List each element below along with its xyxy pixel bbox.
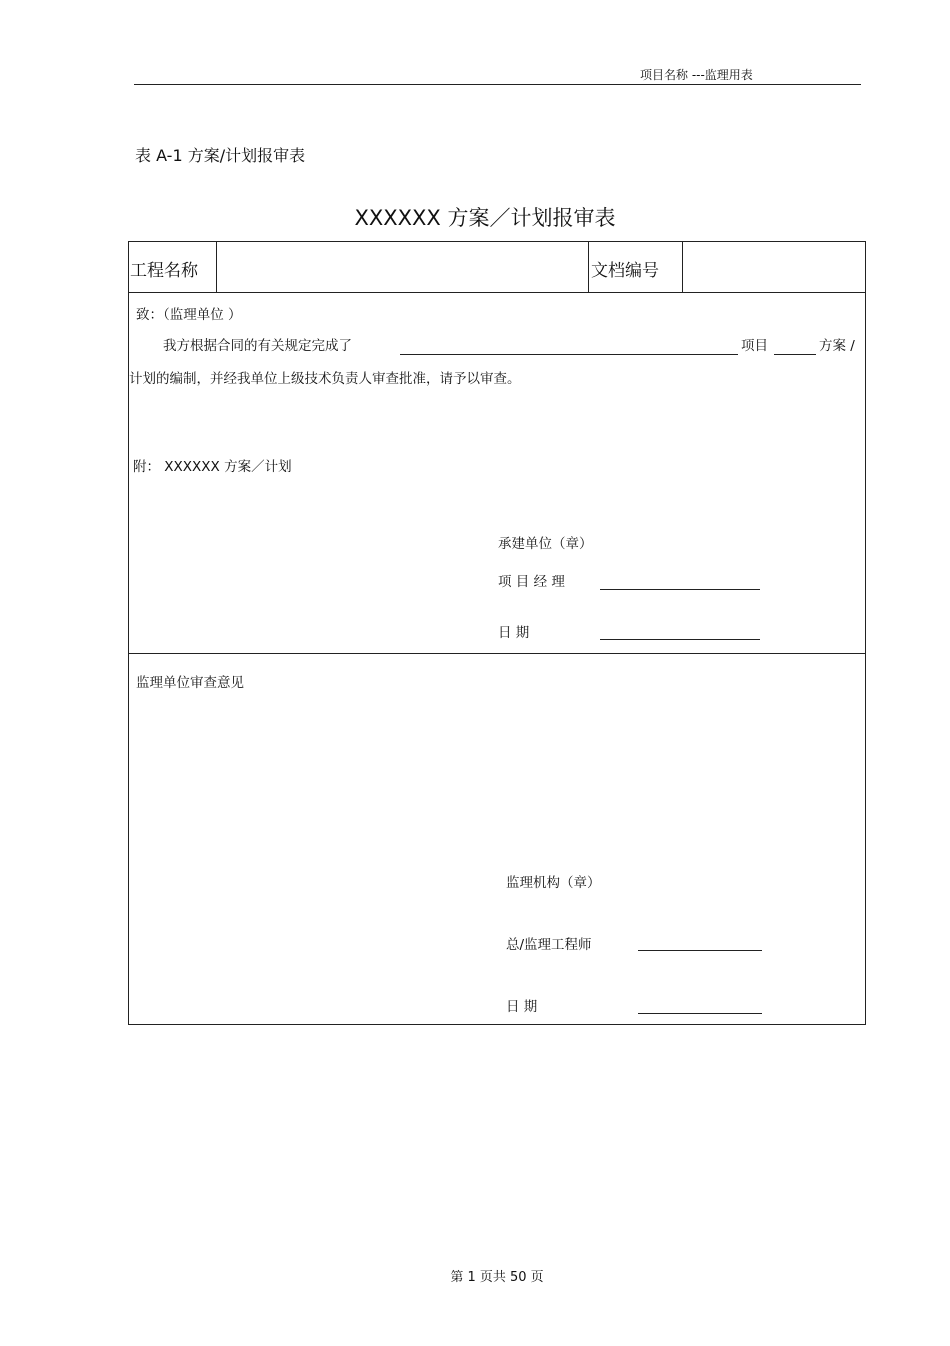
project-name-label: 工程名称 bbox=[130, 261, 198, 281]
page-footer: 第 1 页共 50 页 bbox=[450, 1270, 544, 1285]
body-text-plan: 方案 / bbox=[819, 338, 855, 354]
date-line-1[interactable] bbox=[600, 639, 760, 640]
project-manager-label: 项 目 经 理 bbox=[498, 574, 565, 590]
project-manager-signature-line[interactable] bbox=[600, 589, 760, 590]
date-label-1: 日 期 bbox=[498, 625, 530, 641]
row-divider-2 bbox=[129, 653, 865, 654]
to-supervisor-line: 致：（监理单位 ） bbox=[136, 307, 242, 323]
doc-number-label: 文档编号 bbox=[591, 261, 659, 281]
body-text-start: 我方根据合同的有关规定完成了 bbox=[163, 338, 352, 354]
header-project-label: 项目名称 ---监理用表 bbox=[640, 68, 753, 82]
col-divider-3 bbox=[682, 242, 683, 292]
form-title: XXXXXX 方案／计划报审表 bbox=[354, 206, 616, 230]
col-divider-2 bbox=[588, 242, 589, 292]
project-blank[interactable] bbox=[774, 354, 816, 355]
date-line-2[interactable] bbox=[638, 1013, 762, 1014]
body-text-project: 项目 bbox=[741, 338, 768, 354]
form-table bbox=[128, 241, 866, 1025]
supervision-agency-label: 监理机构（章） bbox=[506, 875, 601, 891]
form-label: 表 A-1 方案/计划报审表 bbox=[135, 146, 306, 165]
attachment-line: 附： XXXXXX 方案／计划 bbox=[133, 459, 292, 475]
supervisor-opinion-label: 监理单位审查意见 bbox=[136, 675, 244, 691]
date-label-2: 日 期 bbox=[506, 999, 538, 1015]
chief-engineer-signature-line[interactable] bbox=[638, 950, 762, 951]
col-divider-1 bbox=[216, 242, 217, 292]
header-divider bbox=[134, 84, 861, 85]
body-text-line2: 计划的编制，并经我单位上级技术负责人审查批准，请予以审查。 bbox=[129, 371, 521, 387]
plan-name-blank[interactable] bbox=[400, 354, 738, 355]
contractor-label: 承建单位（章） bbox=[498, 536, 593, 552]
chief-engineer-label: 总/监理工程师 bbox=[506, 937, 592, 953]
row-divider-1 bbox=[129, 292, 865, 293]
